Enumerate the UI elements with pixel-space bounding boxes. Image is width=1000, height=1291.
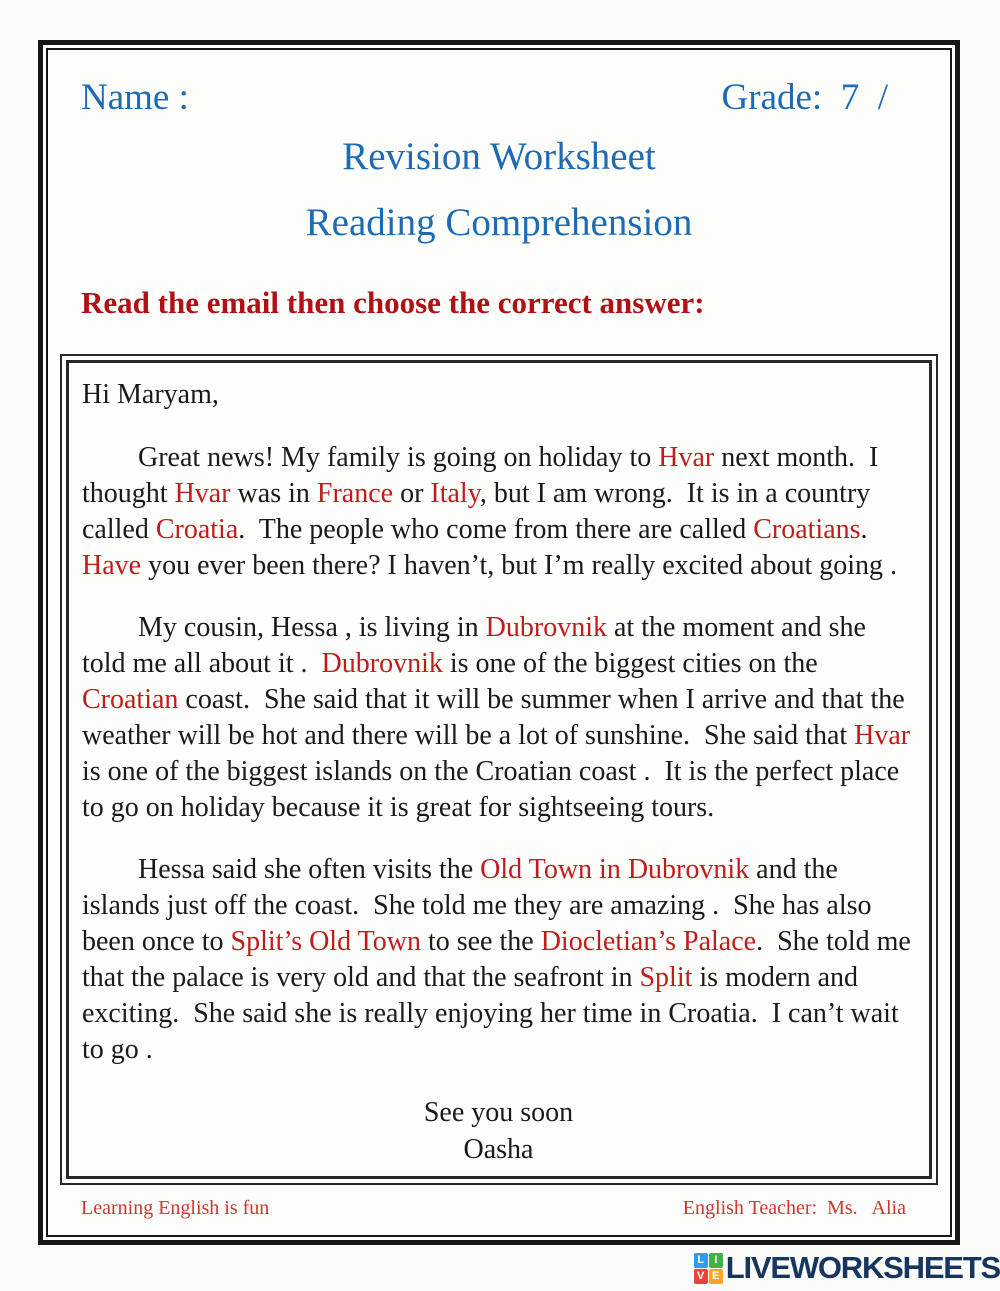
body-text: , but I am wrong. It is in a country called xyxy=(82,478,878,545)
instruction-heading: Read the email then choose the correct answer: xyxy=(81,285,705,320)
worksheet-subtitle: Reading Comprehension xyxy=(305,201,693,244)
highlighted-word: Italy xyxy=(430,478,480,509)
email-signature: Oasha xyxy=(463,1134,534,1165)
body-text: . She told me that the palace is very old and that the seafront in xyxy=(82,926,918,993)
email-closing-line: See you soon xyxy=(423,1097,574,1128)
worksheet-page-inner xyxy=(46,48,952,1237)
body-text: or xyxy=(393,478,431,509)
email-paragraphs xyxy=(82,440,918,1068)
body-text: is one of the biggest cities on the xyxy=(442,648,825,679)
highlighted-word: Dubrovnik xyxy=(485,612,607,643)
logo-letter-tile: V xyxy=(694,1269,708,1284)
logo-letter-tile: E xyxy=(709,1269,723,1284)
name-label: Name : xyxy=(81,77,189,118)
email-box xyxy=(60,354,938,1185)
body-text: coast. She said that it will be summer when I arrive and that the weather will be hot and there will be a lot of sunshine. She said that xyxy=(82,684,912,751)
email-paragraph xyxy=(82,610,918,826)
highlighted-word: Hvar xyxy=(854,720,911,751)
liveworksheets-logo[interactable] xyxy=(694,1252,1000,1284)
email-box-inner xyxy=(66,360,932,1179)
highlighted-word: Have xyxy=(82,550,142,581)
body-text: is modern and exciting. She said she is really enjoying her time in Croatia. I can’t wait to go . xyxy=(82,962,906,1065)
body-text: is one of the biggest islands on the Croatian coast . It is the perfect place to go on holiday because it is great for sightseeing tours. xyxy=(82,720,918,823)
highlighted-word: Croatians xyxy=(753,514,861,545)
email-paragraph xyxy=(82,852,918,1068)
highlighted-word: Hvar xyxy=(658,442,715,473)
body-text: Hessa said she often visits the xyxy=(138,854,481,885)
highlighted-word: Old Town in Dubrovnik xyxy=(480,854,750,885)
email-closing xyxy=(82,1094,915,1168)
worksheet-title: Revision Worksheet xyxy=(342,135,656,178)
body-text: at the moment and she told me all about it . xyxy=(82,612,873,679)
email-paragraph xyxy=(82,440,915,584)
body-text: you ever been there? I haven’t, but I’m really excited about going . xyxy=(141,550,898,581)
highlighted-word: Split xyxy=(639,962,693,993)
logo-letter-tile: L xyxy=(694,1253,708,1268)
footer-motto: Learning English is fun xyxy=(81,1197,270,1219)
logo-letter-tile: I xyxy=(709,1253,723,1268)
body-text: next month. I thought xyxy=(82,442,886,509)
highlighted-word: Croatia xyxy=(155,514,239,545)
highlighted-word: Split’s Old Town xyxy=(230,926,421,957)
liveworksheets-icon xyxy=(694,1253,723,1284)
body-text: My cousin, Hessa , is living in xyxy=(138,612,486,643)
body-text: to see the xyxy=(420,926,541,957)
highlighted-word: France xyxy=(316,478,394,509)
grade-label: Grade: 7 / xyxy=(721,77,888,118)
highlighted-word: Diocletian’s Palace xyxy=(540,926,757,957)
highlighted-word: Croatian xyxy=(82,684,179,715)
highlighted-word: Hvar xyxy=(174,478,231,509)
body-text: . xyxy=(860,514,875,545)
body-text: and the islands just off the coast. She told me they are amazing . She has also been once to xyxy=(82,854,879,957)
body-text: . The people who come from there are called xyxy=(238,514,754,545)
footer-teacher: English Teacher: Ms. Alia xyxy=(682,1197,906,1219)
email-greeting: Hi Maryam, xyxy=(82,379,219,410)
body-text: Great news! My family is going on holiday to xyxy=(138,442,659,473)
liveworksheets-wordmark: LIVEWORKSHEETS xyxy=(725,1250,1000,1285)
worksheet-page xyxy=(38,40,960,1245)
header-row xyxy=(48,76,950,120)
body-text: was in xyxy=(230,478,317,509)
highlighted-word: Dubrovnik xyxy=(321,648,443,679)
